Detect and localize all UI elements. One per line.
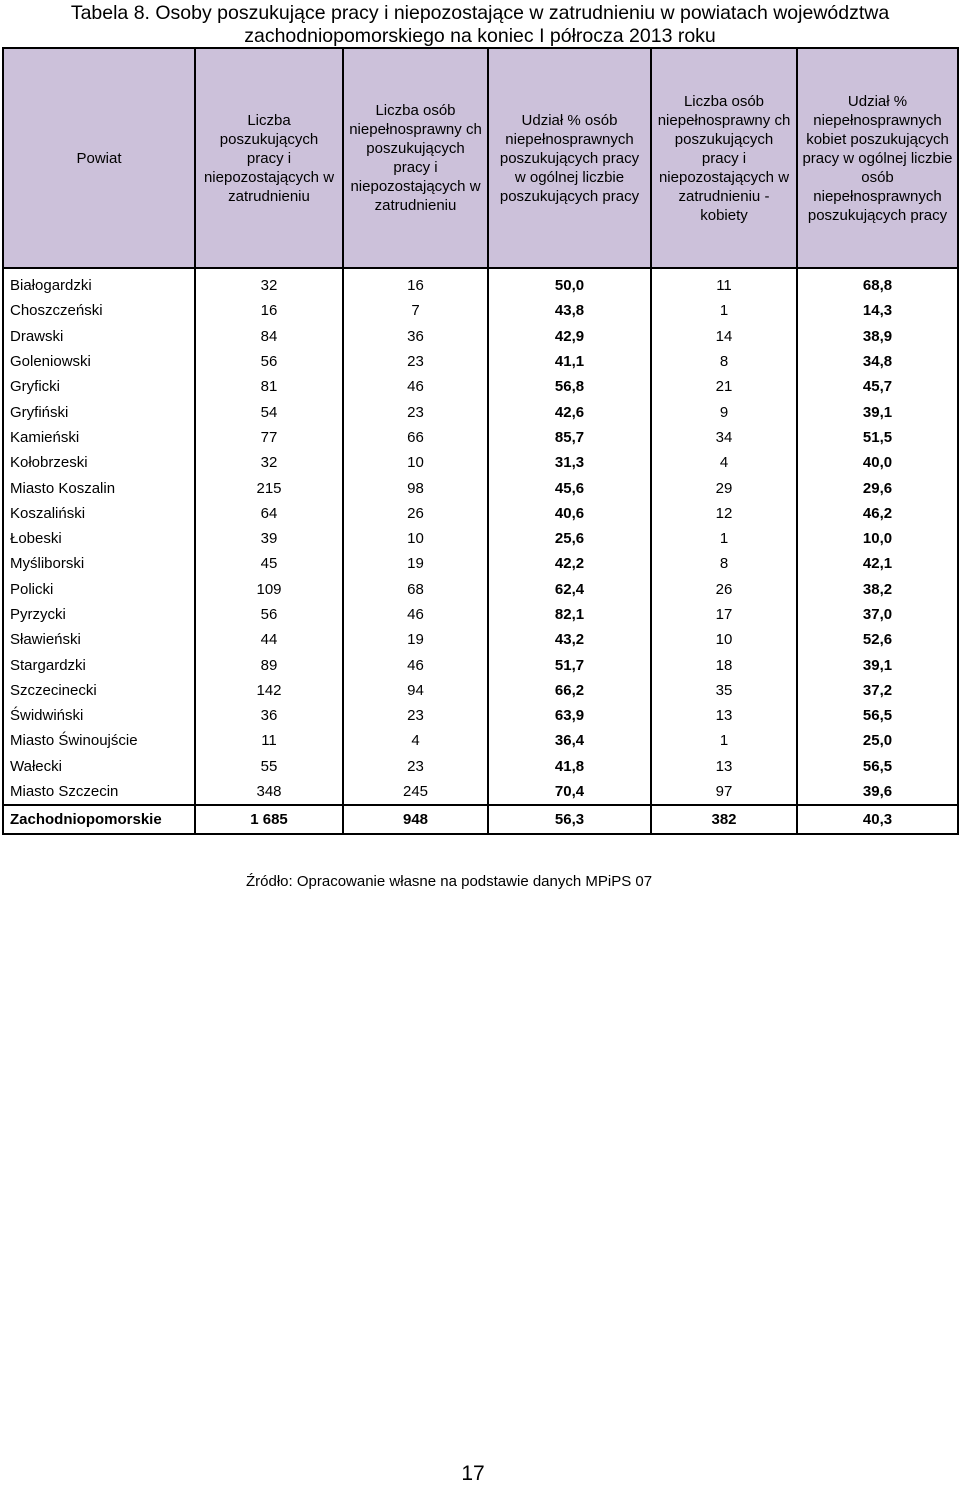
value-cell: 43,2 — [488, 627, 651, 652]
table-row — [3, 779, 958, 805]
value-cell: 45,6 — [488, 475, 651, 500]
value-cell: 39,1 — [797, 399, 958, 424]
total-value-cell: 948 — [343, 805, 488, 834]
value-cell: 14 — [651, 324, 797, 349]
value-cell: 32 — [195, 268, 343, 298]
value-cell: 38,9 — [797, 324, 958, 349]
value-cell: 42,9 — [488, 324, 651, 349]
header-liczba-poszukujacych: Liczba poszukujących pracy i niepozostających w zatrudnieniu — [195, 48, 343, 268]
value-cell: 40,0 — [797, 450, 958, 475]
value-cell: 19 — [343, 551, 488, 576]
powiat-name-cell: Drawski — [3, 324, 195, 349]
total-value-cell: 56,3 — [488, 805, 651, 834]
table-row — [3, 475, 958, 500]
value-cell: 56,8 — [488, 374, 651, 399]
value-cell: 41,8 — [488, 754, 651, 779]
table-row — [3, 678, 958, 703]
value-cell: 52,6 — [797, 627, 958, 652]
value-cell: 42,6 — [488, 399, 651, 424]
value-cell: 46 — [343, 602, 488, 627]
table-title — [0, 2, 960, 48]
value-cell: 37,2 — [797, 678, 958, 703]
value-cell: 97 — [651, 779, 797, 805]
total-value-cell: 382 — [651, 805, 797, 834]
value-cell: 19 — [343, 627, 488, 652]
table-row — [3, 703, 958, 728]
value-cell: 21 — [651, 374, 797, 399]
powiat-name-cell: Choszczeński — [3, 298, 195, 323]
value-cell: 14,3 — [797, 298, 958, 323]
header-liczba-niepelnosprawnych: Liczba osób niepełnosprawny ch poszukujących pracy i niepozostających w zatrudnieniu — [343, 48, 488, 268]
value-cell: 23 — [343, 703, 488, 728]
table-row — [3, 268, 958, 298]
table-row — [3, 399, 958, 424]
value-cell: 31,3 — [488, 450, 651, 475]
value-cell: 26 — [651, 577, 797, 602]
value-cell: 16 — [343, 268, 488, 298]
value-cell: 4 — [343, 728, 488, 753]
total-label-cell: Zachodniopomorskie — [3, 805, 195, 834]
value-cell: 25,6 — [488, 526, 651, 551]
value-cell: 46 — [343, 652, 488, 677]
value-cell: 56,5 — [797, 703, 958, 728]
total-value-cell: 40,3 — [797, 805, 958, 834]
value-cell: 12 — [651, 501, 797, 526]
table-title-line-2: zachodniopomorskiego na koniec I półrocza 2013 roku — [244, 25, 716, 47]
powiat-name-cell: Kamieński — [3, 425, 195, 450]
value-cell: 45 — [195, 551, 343, 576]
value-cell: 50,0 — [488, 268, 651, 298]
table-row — [3, 450, 958, 475]
value-cell: 46 — [343, 374, 488, 399]
table-row — [3, 551, 958, 576]
value-cell: 348 — [195, 779, 343, 805]
value-cell: 215 — [195, 475, 343, 500]
value-cell: 38,2 — [797, 577, 958, 602]
value-cell: 39,1 — [797, 652, 958, 677]
value-cell: 64 — [195, 501, 343, 526]
value-cell: 62,4 — [488, 577, 651, 602]
value-cell: 11 — [651, 268, 797, 298]
value-cell: 8 — [651, 349, 797, 374]
powiat-name-cell: Myśliborski — [3, 551, 195, 576]
table-row — [3, 526, 958, 551]
value-cell: 34,8 — [797, 349, 958, 374]
value-cell: 26 — [343, 501, 488, 526]
value-cell: 42,1 — [797, 551, 958, 576]
value-cell: 10 — [343, 526, 488, 551]
value-cell: 45,7 — [797, 374, 958, 399]
value-cell: 29,6 — [797, 475, 958, 500]
powiat-name-cell: Miasto Świnoujście — [3, 728, 195, 753]
value-cell: 23 — [343, 349, 488, 374]
value-cell: 44 — [195, 627, 343, 652]
table-row — [3, 425, 958, 450]
source-note: Źródło: Opracowanie własne na podstawie danych MPiPS 07 — [246, 873, 653, 890]
powiat-name-cell: Sławieński — [3, 627, 195, 652]
value-cell: 17 — [651, 602, 797, 627]
powiat-name-cell: Miasto Szczecin — [3, 779, 195, 805]
powiat-name-cell: Świdwiński — [3, 703, 195, 728]
value-cell: 36 — [195, 703, 343, 728]
value-cell: 81 — [195, 374, 343, 399]
value-cell: 77 — [195, 425, 343, 450]
value-cell: 25,0 — [797, 728, 958, 753]
value-cell: 85,7 — [488, 425, 651, 450]
powiat-name-cell: Białogardzki — [3, 268, 195, 298]
powiat-name-cell: Koszaliński — [3, 501, 195, 526]
value-cell: 66 — [343, 425, 488, 450]
value-cell: 68,8 — [797, 268, 958, 298]
value-cell: 56 — [195, 349, 343, 374]
table-row — [3, 298, 958, 323]
table-body — [3, 268, 958, 834]
value-cell: 1 — [651, 526, 797, 551]
value-cell: 245 — [343, 779, 488, 805]
value-cell: 11 — [195, 728, 343, 753]
table-title-line-1: Tabela 8. Osoby poszukujące pracy i niepozostające w zatrudnieniu w powiatach województwa — [70, 2, 890, 24]
value-cell: 13 — [651, 754, 797, 779]
powiat-name-cell: Miasto Koszalin — [3, 475, 195, 500]
powiat-name-cell: Stargardzki — [3, 652, 195, 677]
value-cell: 1 — [651, 298, 797, 323]
table-row — [3, 577, 958, 602]
value-cell: 51,7 — [488, 652, 651, 677]
powiat-name-cell: Policki — [3, 577, 195, 602]
value-cell: 54 — [195, 399, 343, 424]
page-number: 17 — [461, 1462, 485, 1485]
value-cell: 56,5 — [797, 754, 958, 779]
header-udzial-kobiet: Udział % niepełnosprawnych kobiet poszukujących pracy w ogólnej liczbie osób niepełnosprawnych poszukujących pracy — [797, 48, 958, 268]
value-cell: 98 — [343, 475, 488, 500]
total-row — [3, 805, 958, 834]
powiat-name-cell: Goleniowski — [3, 349, 195, 374]
value-cell: 63,9 — [488, 703, 651, 728]
value-cell: 51,5 — [797, 425, 958, 450]
powiat-name-cell: Szczecinecki — [3, 678, 195, 703]
data-table — [2, 47, 959, 835]
data-table-wrapper — [2, 47, 957, 835]
table-row — [3, 627, 958, 652]
powiat-name-cell: Gryfiński — [3, 399, 195, 424]
table-row — [3, 652, 958, 677]
value-cell: 10,0 — [797, 526, 958, 551]
header-udzial-niepelnosprawnych: Udział % osób niepełnosprawnych poszukujących pracy w ogólnej liczbie poszukujących pracy — [488, 48, 651, 268]
header-row — [3, 48, 958, 268]
value-cell: 36 — [343, 324, 488, 349]
value-cell: 70,4 — [488, 779, 651, 805]
header-powiat: Powiat — [3, 48, 195, 268]
value-cell: 42,2 — [488, 551, 651, 576]
value-cell: 94 — [343, 678, 488, 703]
value-cell: 142 — [195, 678, 343, 703]
value-cell: 13 — [651, 703, 797, 728]
value-cell: 109 — [195, 577, 343, 602]
powiat-name-cell: Pyrzycki — [3, 602, 195, 627]
value-cell: 68 — [343, 577, 488, 602]
value-cell: 9 — [651, 399, 797, 424]
header-liczba-kobiet: Liczba osób niepełnosprawny ch poszukujących pracy i niepozostających w zatrudnieniu - kobiety — [651, 48, 797, 268]
table-row — [3, 501, 958, 526]
value-cell: 89 — [195, 652, 343, 677]
value-cell: 32 — [195, 450, 343, 475]
table-row — [3, 754, 958, 779]
total-value-cell: 1 685 — [195, 805, 343, 834]
value-cell: 16 — [195, 298, 343, 323]
value-cell: 36,4 — [488, 728, 651, 753]
powiat-name-cell: Wałecki — [3, 754, 195, 779]
value-cell: 1 — [651, 728, 797, 753]
value-cell: 23 — [343, 754, 488, 779]
value-cell: 4 — [651, 450, 797, 475]
value-cell: 84 — [195, 324, 343, 349]
value-cell: 37,0 — [797, 602, 958, 627]
value-cell: 7 — [343, 298, 488, 323]
powiat-name-cell: Gryficki — [3, 374, 195, 399]
value-cell: 39,6 — [797, 779, 958, 805]
value-cell: 29 — [651, 475, 797, 500]
value-cell: 46,2 — [797, 501, 958, 526]
value-cell: 10 — [651, 627, 797, 652]
value-cell: 34 — [651, 425, 797, 450]
value-cell: 43,8 — [488, 298, 651, 323]
value-cell: 66,2 — [488, 678, 651, 703]
value-cell: 39 — [195, 526, 343, 551]
value-cell: 18 — [651, 652, 797, 677]
value-cell: 40,6 — [488, 501, 651, 526]
value-cell: 82,1 — [488, 602, 651, 627]
value-cell: 56 — [195, 602, 343, 627]
powiat-name-cell: Kołobrzeski — [3, 450, 195, 475]
table-row — [3, 374, 958, 399]
table-row — [3, 324, 958, 349]
table-row — [3, 602, 958, 627]
value-cell: 10 — [343, 450, 488, 475]
value-cell: 35 — [651, 678, 797, 703]
value-cell: 55 — [195, 754, 343, 779]
value-cell: 41,1 — [488, 349, 651, 374]
value-cell: 8 — [651, 551, 797, 576]
value-cell: 23 — [343, 399, 488, 424]
powiat-name-cell: Łobeski — [3, 526, 195, 551]
table-row — [3, 728, 958, 753]
table-row — [3, 349, 958, 374]
table-header — [3, 48, 958, 268]
